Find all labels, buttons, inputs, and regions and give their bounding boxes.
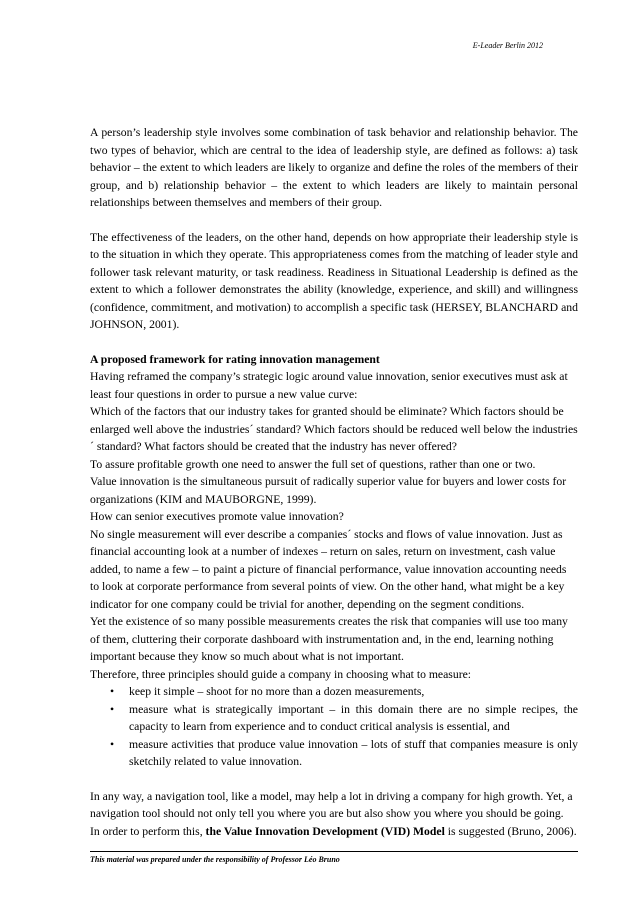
- running-header: E-Leader Berlin 2012: [472, 41, 543, 50]
- footer-note: This material was prepared under the responsibility of Professor Léo Bruno: [90, 855, 340, 864]
- principles-list: [90, 683, 578, 771]
- paragraph-question-promote: How can senior executives promote value innovation?: [90, 510, 344, 523]
- paragraph-leader-effectiveness: The effectiveness of the leaders, on the other hand, depends on how appropriate their leadership style is to the situation in which they operate. This appropriateness comes from the matching of leader style and follower task relevant maturity, or task readiness. Readiness in Situational Leadership is defined as the extent to which a follower demonstrates the ability (knowledge, experience, and skill) and willingness (confidence, commitment, and motivation) to accomplish a specific task (HERSEY, BLANCHARD and JOHNSON, 2001).: [90, 230, 578, 331]
- list-item-text: measure activities that produce value innovation – lots of stuff that companies measure is only sketchily related to value innovation.: [129, 737, 578, 768]
- bullet-icon: •: [110, 737, 115, 751]
- paragraph-value-innovation-definition: Value innovation is the simultaneous pursuit of radically superior value for buyers and lower costs for organizations (KIM and MAUBORGNE, 1999).: [90, 475, 567, 506]
- paragraph-too-many-measurements: Yet the existence of so many possible measurements creates the risk that companies will use too many of them, cluttering their corporate dashboard with instrumentation and, in the end, learning nothing important because they know so much about what is not important.: [90, 615, 568, 663]
- paragraph-navigation-tool: In any way, a navigation tool, like a model, may help a lot in driving a company for high growth. Yet, a navigation tool should not only tell you where you are but also show you where you should be going.: [90, 789, 573, 820]
- list-item: [90, 736, 578, 771]
- list-item-text: measure what is strategically important – in this domain there are no simple recipes, the capacity to learn from experience and to conduct critical analysis is essential, and: [129, 702, 578, 733]
- paragraph-reframed-logic: Having reframed the company’s strategic logic around value innovation, senior executives must ask at least four questions in order to pursue a new value curve:: [90, 370, 568, 401]
- vid-model-name: the Value Innovation Development (VID) Model: [205, 824, 445, 838]
- list-item-text: keep it simple – shoot for no more than a dozen measurements,: [129, 685, 425, 698]
- bullet-icon: •: [110, 685, 115, 698]
- section-heading: A proposed framework for rating innovation management: [90, 352, 380, 366]
- list-item: [90, 683, 578, 701]
- list-item: [90, 701, 578, 736]
- paragraph-no-single-measurement: No single measurement will ever describe a companies´ stocks and flows of value innovation. Just as financial accounting look at a number of indexes – return on sales, return on investment, cash value added, to name a few – to paint a picture of financial performance, value innovation accounting needs to look at corporate performance from several points of view. On the other hand, what might be a key indicator for one company could be trivial for another, depending on the segment conditions.: [90, 527, 567, 611]
- bullet-icon: •: [110, 702, 115, 716]
- paragraph-four-questions: Which of the factors that our industry takes for granted should be eliminate? Which factors should be enlarged well above the industries´ standard? Which factors should be reduced well below the industries´ standard? What factors should be created that the industry has never offered?: [90, 405, 578, 453]
- paragraph-leadership-style: A person’s leadership style involves some combination of task behavior and relationship behavior. The two types of behavior, which are central to the idea of leadership style, are defined as follows: a) task behavior – the extent to which leaders are likely to organize and define the roles of the members of their group, and b) relationship behavior – the extent to which leaders are likely to maintain personal relationships between themselves and members of their group.: [90, 126, 578, 209]
- vid-citation-text: is suggested (Bruno, 2006).: [444, 824, 577, 838]
- paragraph-vid-model: [90, 823, 578, 841]
- paragraph-profitable-growth: To assure profitable growth one need to answer the full set of questions, rather than one or two.: [90, 457, 536, 471]
- vid-intro-text: In order to perform this,: [90, 824, 206, 838]
- page-body: [90, 124, 578, 840]
- paragraph-three-principles: Therefore, three principles should guide a company in choosing what to measure:: [90, 667, 472, 681]
- footer-divider: [90, 851, 578, 852]
